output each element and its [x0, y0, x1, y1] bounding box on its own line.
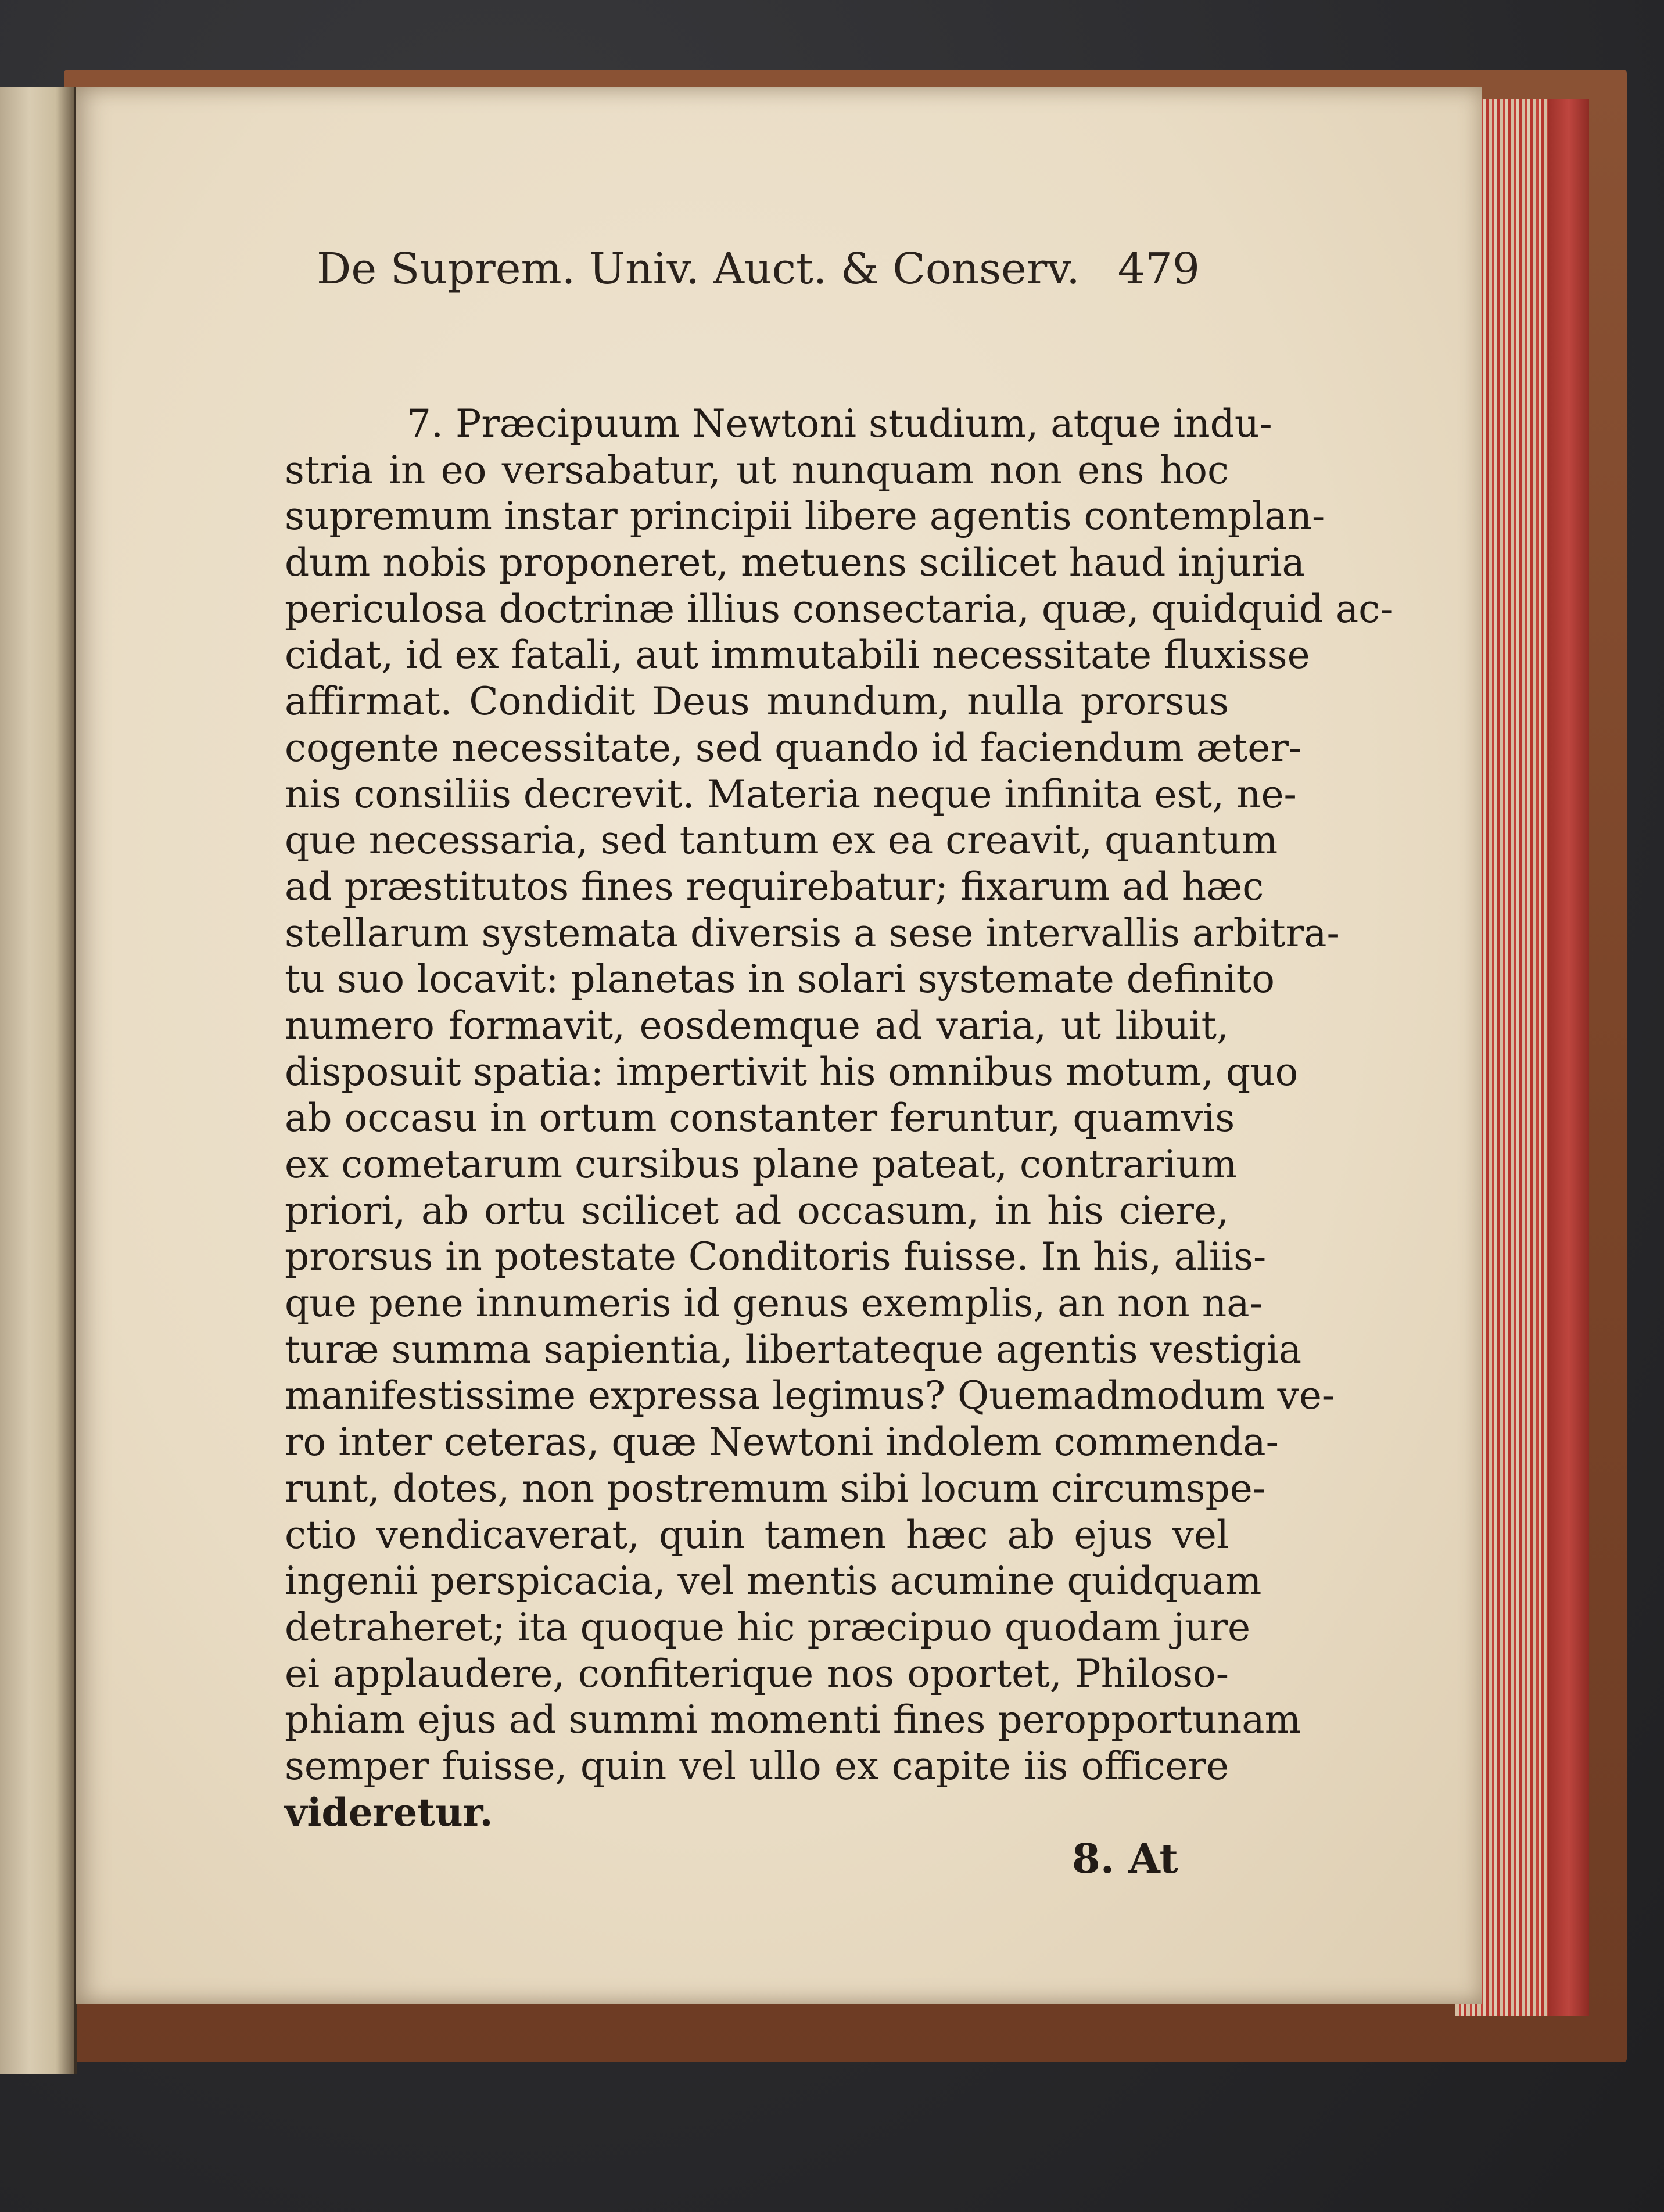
text-line: ad præstitutos fines requirebatur; fixarum ad hæc: [285, 864, 1264, 909]
text-line: turæ summa sapientia, libertateque agentis vestigia: [285, 1327, 1302, 1372]
previous-page-edge: [0, 87, 77, 2074]
text-line: cogente necessitate, sed quando id faciendum æter-: [285, 725, 1302, 770]
running-head: [317, 237, 1200, 301]
text-line: phiam ejus ad summi momenti fines peropportunam: [285, 1697, 1301, 1743]
text-line: stellarum systemata diversis a sese intervallis arbitra-: [285, 910, 1340, 956]
text-line: videretur.: [285, 1789, 493, 1835]
text-line: ei applaudere, confiterique nos oportet, Philoso-: [285, 1651, 1229, 1696]
text-line: dum nobis proponeret, metuens scilicet haud injuria: [285, 540, 1305, 586]
text-line: ex cometarum cursibus plane pateat, contrarium: [285, 1142, 1238, 1187]
text-line: periculosa doctrinæ illius consectaria, quæ, quidquid ac-: [285, 586, 1393, 631]
text-line: stria in eo versabatur, ut nunquam non ens hoc: [285, 447, 1229, 493]
text-line: disposuit spatia: impertivit his omnibus motum, quo: [285, 1049, 1299, 1094]
page-number: 479: [1117, 244, 1200, 294]
running-head-title: De Suprem. Univ. Auct. & Conserv.: [317, 244, 1080, 294]
text-line: runt, dotes, non postremum sibi locum circumspe-: [285, 1466, 1266, 1511]
text-line: numero formavit, eosdemque ad varia, ut libuit,: [285, 1003, 1229, 1048]
text-line: ingenii perspicacia, vel mentis acumine quidquam: [285, 1559, 1262, 1604]
text-line: semper fuisse, quin vel ullo ex capite iis officere: [285, 1743, 1229, 1789]
text-line: ro inter ceteras, quæ Newtoni indolem commenda-: [285, 1420, 1279, 1465]
text-line: affirmat. Condidit Deus mundum, nulla prorsus: [285, 679, 1229, 724]
text-line: 7. Præcipuum Newtoni studium, atque indu-: [407, 401, 1272, 446]
text-line: supremum instar principii libere agentis contemplan-: [285, 494, 1325, 539]
text-line: que pene innumeris id genus exemplis, an non na-: [285, 1281, 1263, 1326]
catchword: 8. At: [1072, 1834, 1178, 1883]
text-line: priori, ab ortu scilicet ad occasum, in his ciere,: [285, 1188, 1229, 1233]
text-line: que necessaria, sed tantum ex ea creavit, quantum: [285, 818, 1278, 863]
text-line: ctio vendicaverat, quin tamen hæc ab ejus vel: [285, 1512, 1229, 1557]
text-line: tu suo locavit: planetas in solari systemate definito: [285, 957, 1275, 1002]
body-text: [285, 401, 1393, 1836]
text-line: prorsus in potestate Conditoris fuisse. In his, aliis-: [285, 1234, 1267, 1280]
text-line: ab occasu in ortum constanter feruntur, quamvis: [285, 1096, 1235, 1141]
text-line: manifestissime expressa legimus? Quemadmodum ve-: [285, 1373, 1335, 1419]
text-line: nis consiliis decrevit. Materia neque infinita est, ne-: [285, 771, 1297, 817]
text-line: cidat, id ex fatali, aut immutabili necessitate fluxisse: [285, 633, 1310, 678]
text-line: detraheret; ita quoque hic præcipuo quodam jure: [285, 1604, 1251, 1650]
